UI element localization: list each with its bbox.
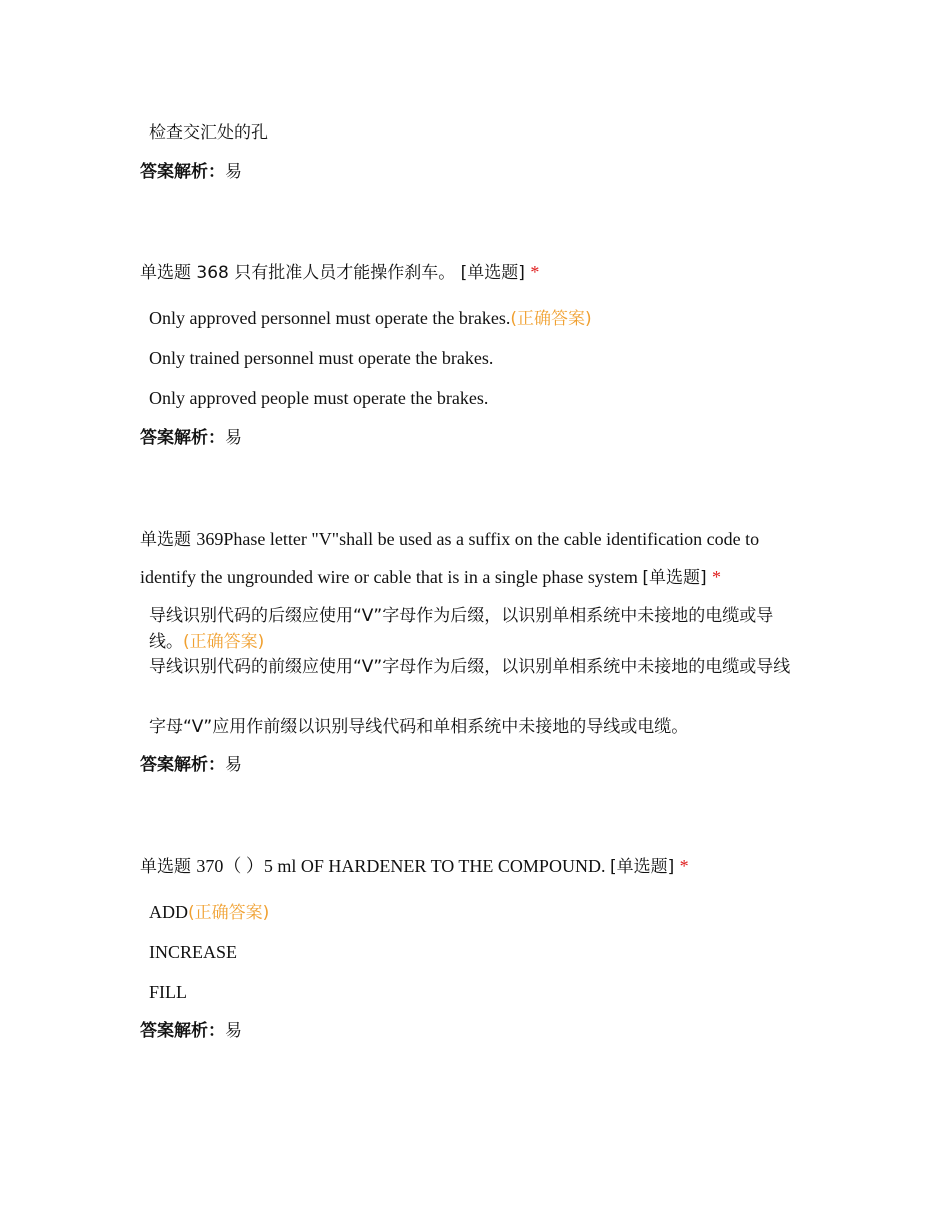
option-2: INCREASE bbox=[149, 942, 238, 962]
required-star: * bbox=[530, 262, 540, 282]
question-text: identify the ungrounded wire or cable that is in a single phase system bbox=[140, 567, 643, 587]
question-prefix: 单选题 bbox=[140, 857, 197, 877]
question-368-title bbox=[140, 260, 539, 285]
correct-answer-tag: (正确答案) bbox=[188, 903, 270, 923]
required-star: * bbox=[679, 856, 689, 876]
correct-answer-tag: (正确答案) bbox=[510, 309, 592, 329]
correct-answer-tag: (正确答案) bbox=[183, 632, 265, 652]
question-prefix: 单选题 bbox=[140, 530, 197, 550]
answer-value: 易 bbox=[225, 162, 242, 182]
option-1 bbox=[149, 603, 799, 655]
answer-label: 答案解析： bbox=[140, 1021, 225, 1041]
option-2: 导线识别代码的前缀应使用“V”字母作为后缀，以识别单相系统中未接地的电缆或导线 bbox=[149, 657, 791, 677]
option-text: 导线识别代码的后缀应使用“V”字母作为后缀，以识别单相系统中未接地的电缆或导线。 bbox=[149, 606, 774, 652]
answer-value: 易 bbox=[225, 1021, 242, 1041]
answer-value: 易 bbox=[225, 755, 242, 775]
answer-label: 答案解析： bbox=[140, 428, 225, 448]
question-text: 只有批准人员才能操作刹车。 bbox=[234, 263, 456, 283]
option-1 bbox=[149, 306, 592, 331]
question-text: 370（ ）5 ml OF HARDENER TO THE COMPOUND. bbox=[196, 856, 610, 876]
answer-analysis bbox=[140, 753, 242, 777]
question-369-title-line1 bbox=[140, 527, 759, 552]
option-3: Only approved people must operate the brakes. bbox=[149, 388, 489, 408]
answer-label: 答案解析： bbox=[140, 162, 225, 182]
option-1 bbox=[149, 900, 269, 925]
option-text: Only approved personnel must operate the brakes. bbox=[149, 308, 511, 328]
option-3: FILL bbox=[149, 982, 187, 1002]
required-star: * bbox=[712, 567, 722, 587]
answer-value: 易 bbox=[225, 428, 242, 448]
option-text: 检查交汇处的孔 bbox=[149, 123, 268, 143]
option-text: ADD bbox=[149, 902, 188, 922]
option-2: Only trained personnel must operate the brakes. bbox=[149, 348, 494, 368]
question-prefix: 单选题 368 bbox=[140, 263, 235, 283]
question-type: [单选题] bbox=[455, 263, 531, 283]
question-370-title bbox=[140, 854, 689, 879]
question-type: [单选题] bbox=[642, 568, 713, 588]
answer-analysis bbox=[140, 160, 242, 184]
answer-analysis bbox=[140, 426, 242, 450]
question-text: 369Phase letter "V"shall be used as a suffix on the cable identification code to bbox=[196, 529, 760, 549]
question-type: [单选题] bbox=[609, 857, 680, 877]
question-369-title-line2 bbox=[140, 565, 721, 590]
answer-analysis bbox=[140, 1019, 242, 1043]
option-3: 字母“V”应用作前缀以识别导线代码和单相系统中未接地的导线或电缆。 bbox=[149, 717, 689, 737]
answer-label: 答案解析： bbox=[140, 755, 225, 775]
